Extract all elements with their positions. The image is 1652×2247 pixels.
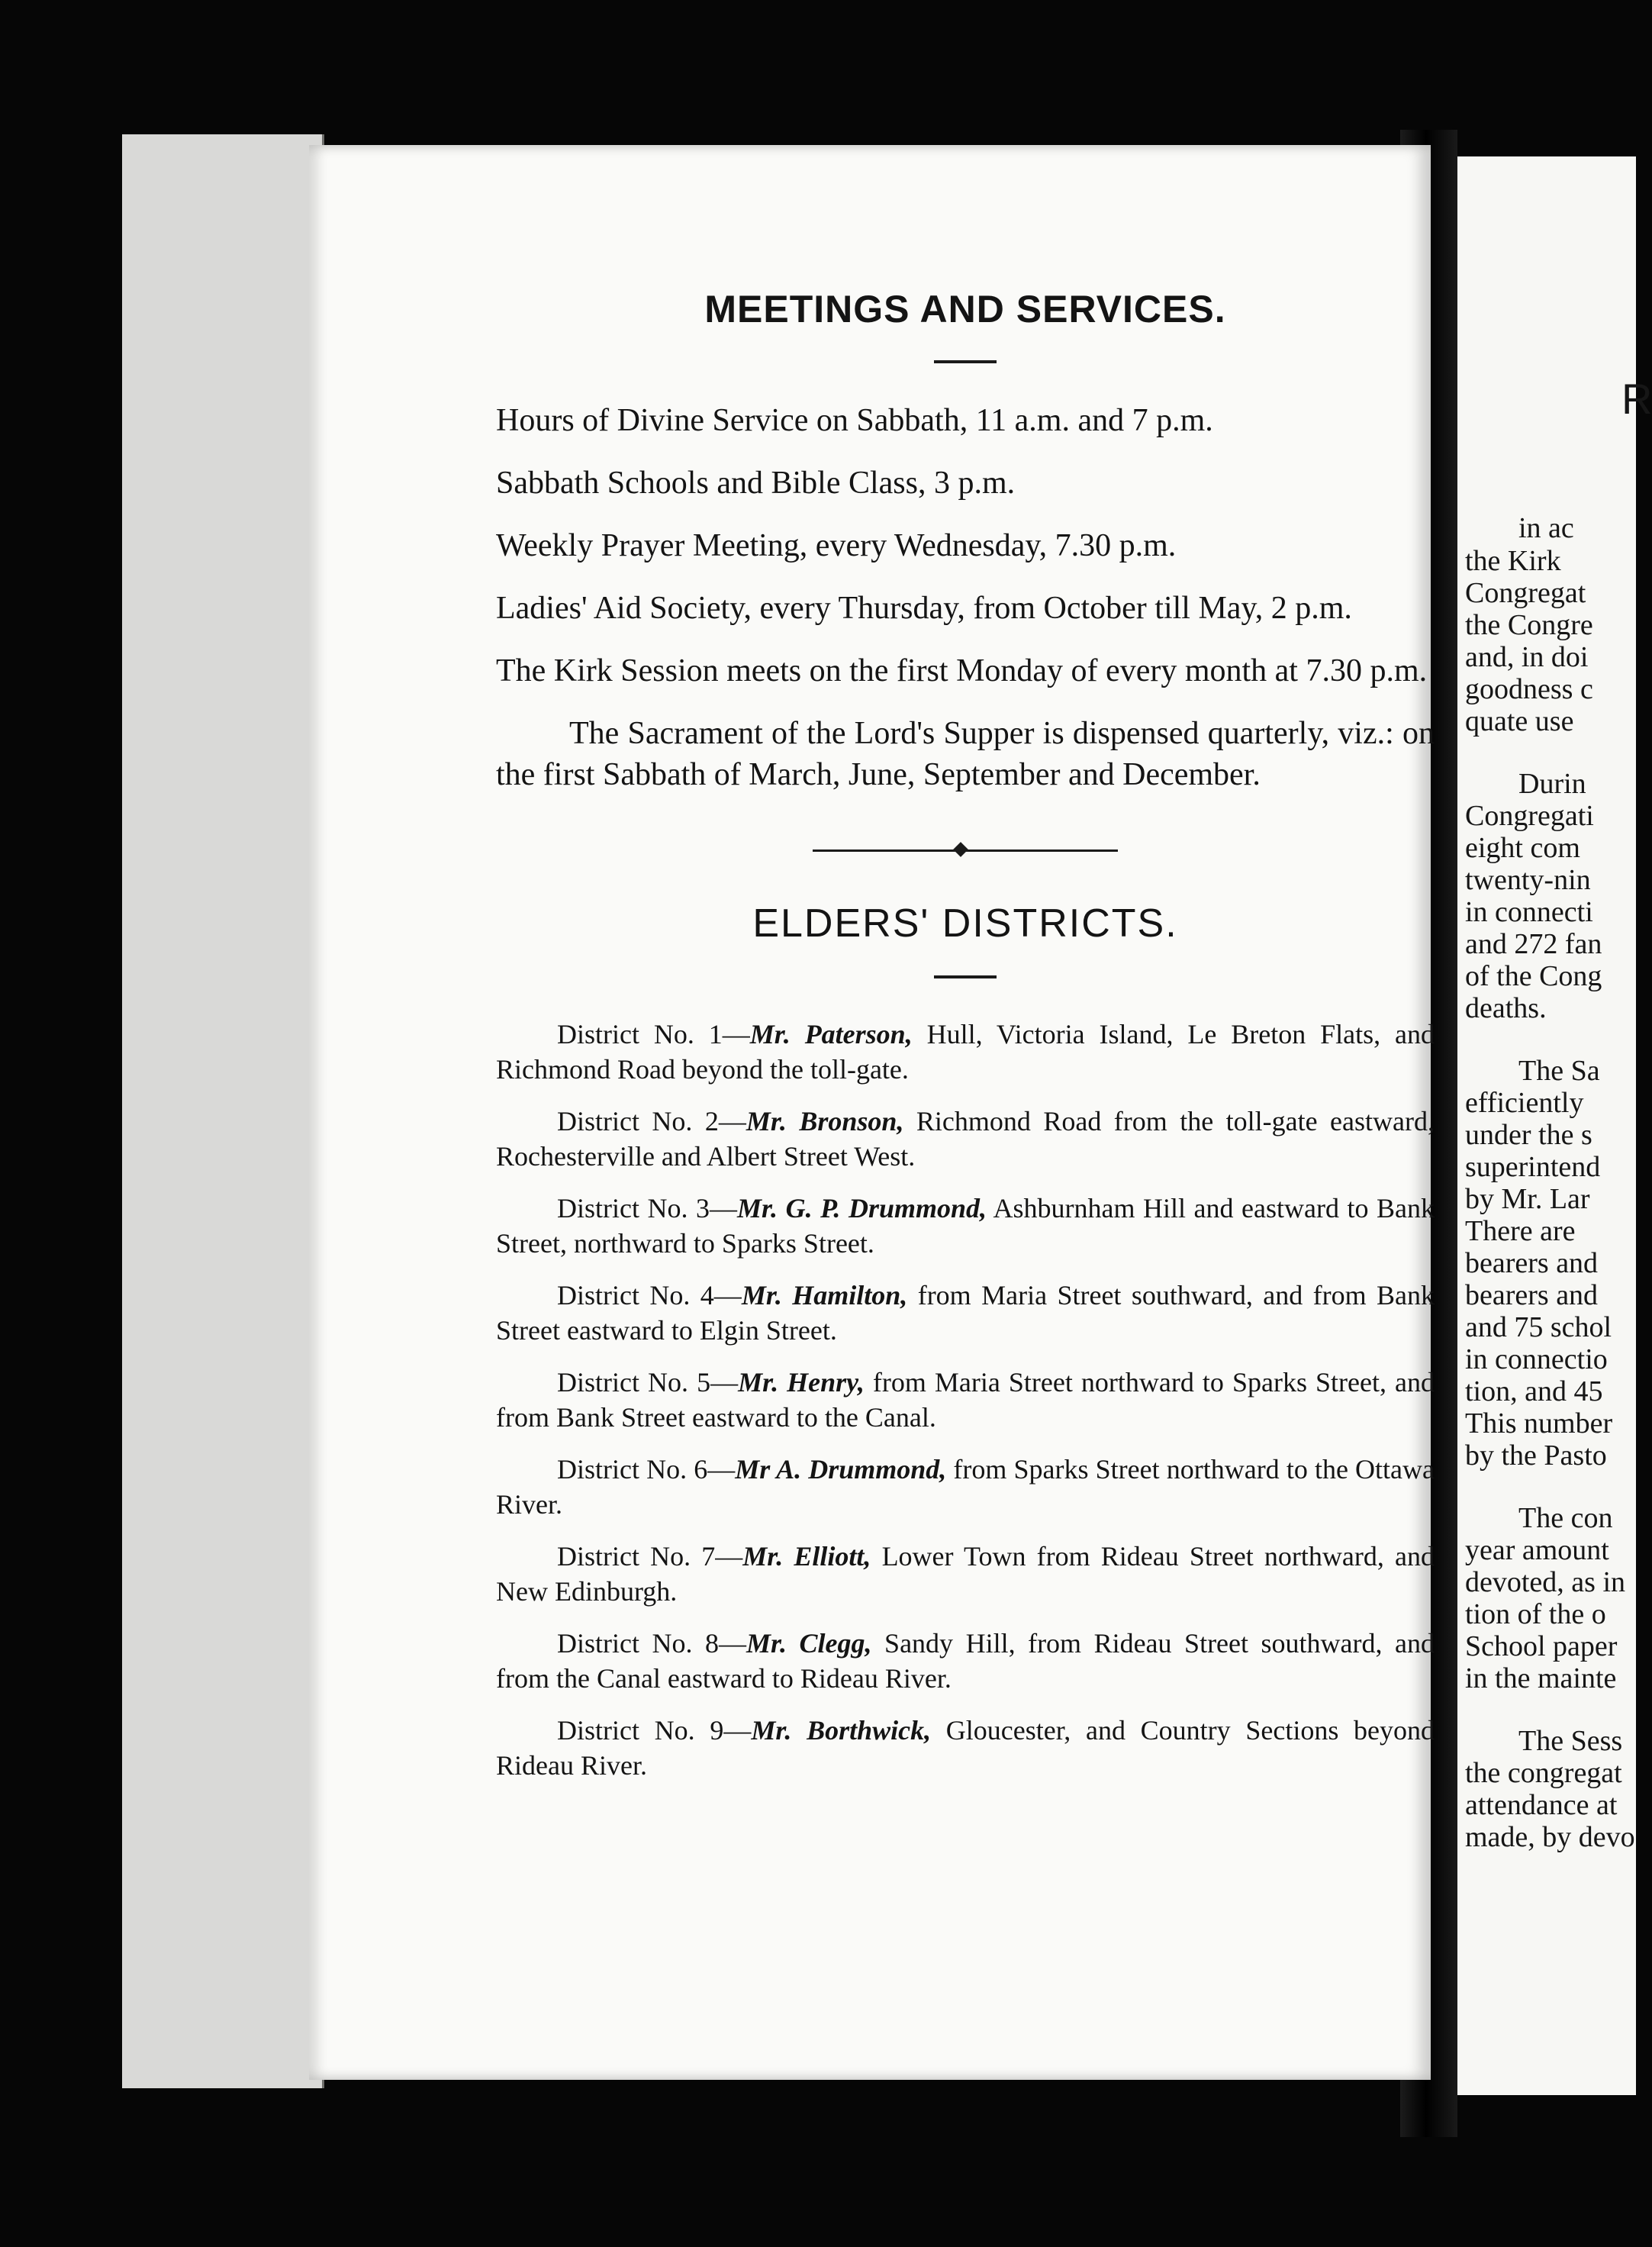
elders-title: ELDERS' DISTRICTS. (752, 901, 1178, 946)
district-item: District No. 5—Mr. Henry, from Maria Street northward to Sparks Street, and from Bank Street eastward to the Canal. (496, 1367, 1435, 1433)
right-page-line: and 272 fan (1465, 928, 1602, 960)
right-page-line: twenty-nin (1465, 864, 1591, 896)
right-page-line: goodness c (1465, 673, 1593, 705)
right-page-line: in connectio (1465, 1343, 1608, 1375)
kirk-session-text: The Kirk Session meets on the first Monday of every month at 7.30 p.m. (496, 653, 1428, 688)
right-page-line: Congregat (1465, 577, 1586, 609)
prayer-meeting-text: Weekly Prayer Meeting, every Wednesday, 7.30 p.m. (496, 528, 1177, 563)
right-page (1457, 156, 1652, 2095)
right-page-line: School paper (1465, 1630, 1618, 1662)
right-page-line: devoted, as in (1465, 1566, 1626, 1598)
right-page-line: and 75 schol (1465, 1311, 1612, 1343)
right-page-line: deaths. (1465, 992, 1547, 1024)
district-item: District No. 9—Mr. Borthwick, Gloucester, and Country Sections beyond Rideau River. (496, 1715, 1435, 1781)
right-page-line: The Sess (1518, 1725, 1623, 1757)
district-item: District No. 4—Mr. Hamilton, from Maria Street southward, and from Bank Street eastward to Elgin Street. (496, 1280, 1435, 1346)
right-page-line: the Kirk (1465, 545, 1561, 577)
elders-title-rule (934, 975, 997, 978)
right-page-line: in ac (1518, 512, 1574, 544)
right-page-line: The con (1518, 1502, 1613, 1534)
right-page-line: in the mainte (1465, 1662, 1617, 1694)
district-item: District No. 8—Mr. Clegg, Sandy Hill, from Rideau Street southward, and from the Canal eastward to Rideau River. (496, 1628, 1435, 1694)
section-divider (813, 843, 1118, 858)
left-page-content (496, 145, 1435, 1800)
sacrament-text: The Sacrament of the Lord's Supper is dispensed quarterly, viz.: on the first Sabbath of March, June, September and December. (496, 716, 1435, 792)
title-rule (934, 360, 997, 363)
right-page-line: the congregat (1465, 1757, 1622, 1789)
right-page-line: eight com (1465, 832, 1580, 864)
district-item: District No. 3—Mr. G. P. Drummond, Ashburnham Hill and eastward to Bank Street, northward to Sparks Street. (496, 1193, 1435, 1259)
right-page-line: tion of the o (1465, 1598, 1606, 1630)
right-page-line: The Sa (1518, 1055, 1600, 1087)
districts-list (496, 1017, 1435, 1783)
page-edges (122, 134, 322, 2088)
district-item: District No. 2—Mr. Bronson, Richmond Road from the toll-gate eastward, Rochesterville and Albert Street West. (496, 1106, 1435, 1172)
right-page-line: bearers and (1465, 1279, 1599, 1311)
district-item: District No. 7—Mr. Elliott, Lower Town from Rideau Street northward, and New Edinburgh. (496, 1541, 1435, 1607)
right-page-line: tion, and 45 (1465, 1375, 1603, 1407)
right-page-line: by Mr. Lar (1465, 1183, 1590, 1215)
right-page-line: There are (1465, 1215, 1576, 1247)
left-page (309, 145, 1435, 2080)
right-page-line: under the s (1465, 1119, 1592, 1151)
divine-service-text: Hours of Divine Service on Sabbath, 11 a.m. and 7 p.m. (496, 403, 1213, 438)
right-page-line: attendance at (1465, 1789, 1618, 1821)
right-page-line: bearers and (1465, 1247, 1599, 1279)
right-page-line: by the Pasto (1465, 1439, 1607, 1472)
ladies-aid-text: Ladies' Aid Society, every Thursday, from October till May, 2 p.m. (496, 591, 1352, 626)
district-item: District No. 6—Mr A. Drummond, from Sparks Street northward to the Ottawa River. (496, 1454, 1435, 1520)
right-page-line: of the Cong (1465, 960, 1602, 992)
right-page-line: This number (1465, 1407, 1613, 1439)
meetings-title: MEETINGS AND SERVICES. (704, 288, 1226, 330)
right-page-line: Congregati (1465, 800, 1594, 832)
district-item: District No. 1—Mr. Paterson, Hull, Victoria Island, Le Breton Flats, and Richmond Road beyond the toll-gate. (496, 1019, 1435, 1085)
right-page-line: efficiently (1465, 1087, 1584, 1119)
right-page-line: quate use (1465, 705, 1574, 737)
diamond-ornament-icon (953, 842, 968, 857)
right-page-line: made, by devo (1465, 1821, 1635, 1853)
sabbath-schools-text: Sabbath Schools and Bible Class, 3 p.m. (496, 466, 1016, 501)
right-page-line: the Congre (1465, 609, 1593, 641)
right-page-line: and, in doi (1465, 641, 1589, 673)
right-page-heading: R (1621, 375, 1652, 423)
right-page-line: year amount (1465, 1534, 1609, 1566)
right-page-line: in connecti (1465, 896, 1593, 928)
right-page-line: superintend (1465, 1151, 1601, 1183)
right-page-line: Durin (1518, 768, 1586, 800)
